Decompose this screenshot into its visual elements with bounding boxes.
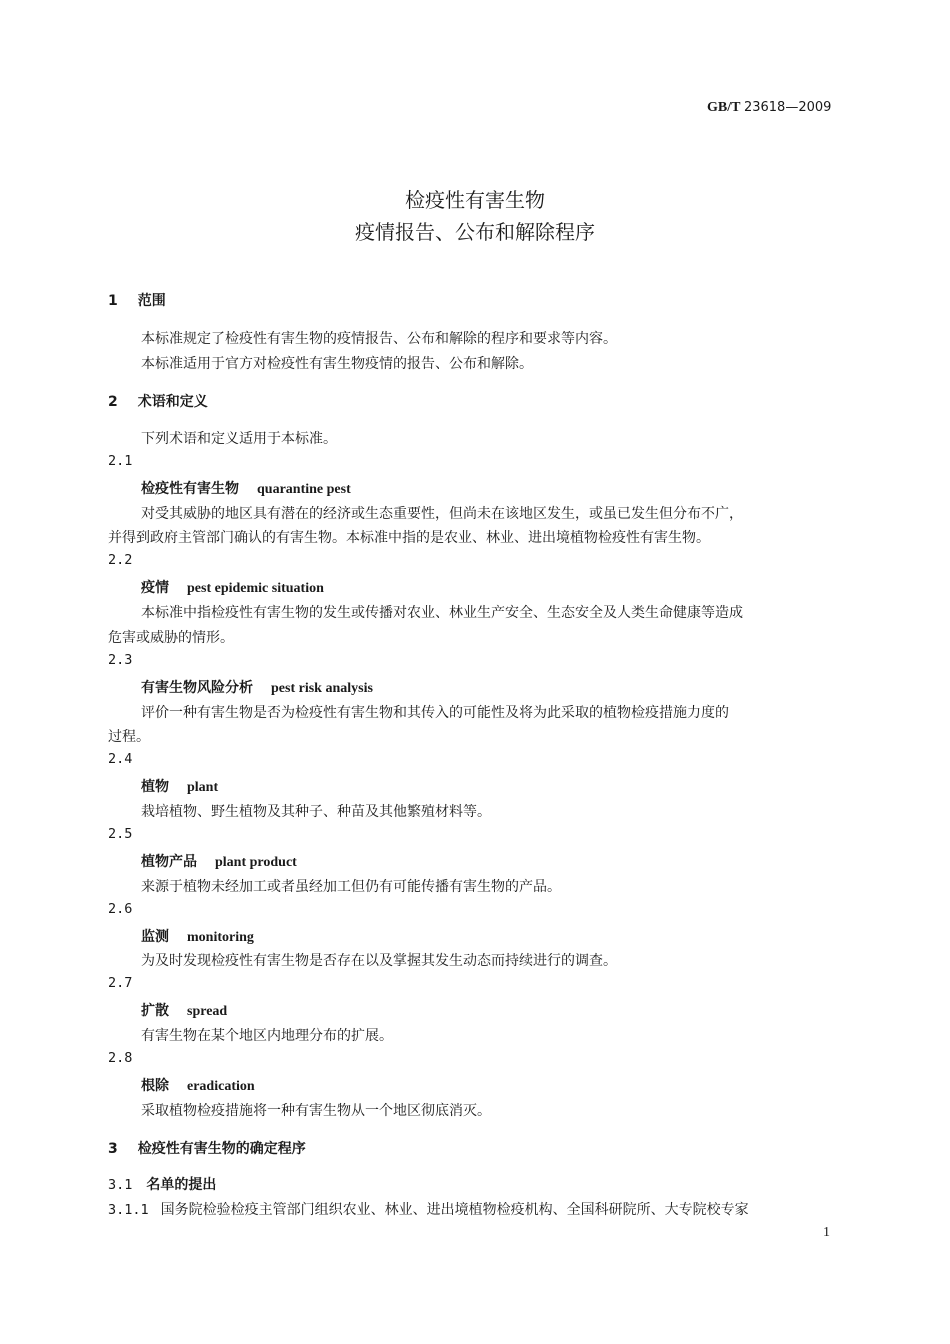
term-en: quarantine pest bbox=[257, 482, 351, 497]
term-definition: 栽培植物、野生植物及其种子、种苗及其他繁殖材料等。 bbox=[141, 804, 491, 820]
term-heading bbox=[141, 577, 324, 597]
subsection-heading bbox=[108, 1174, 216, 1194]
section-number: 2 bbox=[108, 394, 118, 410]
term-definition: 并得到政府主管部门确认的有害生物。本标准中指的是农业、林业、进出境植物检疫性有害生物。 bbox=[108, 530, 710, 546]
section-title: 术语和定义 bbox=[137, 394, 208, 410]
term-definition: 有害生物在某个地区内地理分布的扩展。 bbox=[141, 1028, 393, 1044]
paragraph: 本标准规定了检疫性有害生物的疫情报告、公布和解除的程序和要求等内容。 bbox=[141, 331, 617, 347]
term-en: pest epidemic situation bbox=[187, 581, 324, 596]
term-en: plant product bbox=[215, 855, 297, 870]
term-definition: 过程。 bbox=[108, 729, 150, 745]
term-en: pest risk analysis bbox=[271, 681, 373, 696]
subsection-title: 名单的提出 bbox=[146, 1177, 217, 1193]
clause-text: 国务院检验检疫主管部门组织农业、林业、进出境植物检疫机构、全国科研院所、大专院校专家 bbox=[160, 1202, 749, 1218]
term-heading bbox=[141, 677, 373, 697]
term-definition: 危害或威胁的情形。 bbox=[108, 630, 234, 646]
term-definition: 评价一种有害生物是否为检疫性有害生物和其传入的可能性及将为此采取的植物检疫措施力度的 bbox=[141, 705, 729, 721]
term-zh: 植物 bbox=[141, 779, 169, 795]
term-heading bbox=[141, 851, 297, 871]
standard-code-prefix: GB/T bbox=[707, 100, 741, 115]
page-number: 1 bbox=[823, 1225, 830, 1240]
section-title: 检疫性有害生物的确定程序 bbox=[137, 1141, 306, 1157]
standard-code bbox=[707, 100, 831, 116]
section-2-heading bbox=[108, 391, 208, 411]
term-number: 2.6 bbox=[108, 901, 133, 917]
term-heading bbox=[141, 1075, 255, 1095]
term-number: 2.5 bbox=[108, 826, 133, 842]
paragraph: 下列术语和定义适用于本标准。 bbox=[141, 431, 337, 447]
document-title-line2: 疫情报告、公布和解除程序 bbox=[355, 220, 595, 244]
term-number: 2.2 bbox=[108, 552, 133, 568]
section-3-heading bbox=[108, 1138, 306, 1158]
clause bbox=[108, 1199, 749, 1219]
term-number: 2.4 bbox=[108, 751, 133, 767]
term-number: 2.8 bbox=[108, 1050, 133, 1066]
term-en: spread bbox=[187, 1004, 228, 1019]
term-definition: 本标准中指检疫性有害生物的发生或传播对农业、林业生产安全、生态安全及人类生命健康等造成 bbox=[141, 605, 743, 621]
term-number: 2.3 bbox=[108, 652, 133, 668]
term-zh: 有害生物风险分析 bbox=[141, 680, 253, 696]
term-definition: 对受其威胁的地区具有潜在的经济或生态重要性，但尚未在该地区发生，或虽已发生但分布不广， bbox=[141, 506, 743, 522]
term-heading bbox=[141, 1000, 227, 1020]
term-en: plant bbox=[187, 780, 219, 795]
section-number: 3 bbox=[108, 1141, 118, 1157]
standard-code-number: 23618—2009 bbox=[743, 100, 832, 115]
term-definition: 为及时发现检疫性有害生物是否存在以及掌握其发生动态而持续进行的调查。 bbox=[141, 953, 617, 969]
term-number: 2.7 bbox=[108, 975, 133, 991]
term-heading bbox=[141, 926, 254, 946]
term-zh: 植物产品 bbox=[141, 854, 197, 870]
term-definition: 来源于植物未经加工或者虽经加工但仍有可能传播有害生物的产品。 bbox=[141, 879, 561, 895]
term-zh: 监测 bbox=[141, 929, 169, 945]
section-1-heading bbox=[108, 290, 166, 310]
term-zh: 根除 bbox=[141, 1078, 169, 1094]
section-title: 范围 bbox=[137, 293, 166, 309]
term-en: monitoring bbox=[187, 930, 254, 945]
term-zh: 扩散 bbox=[141, 1003, 169, 1019]
clause-number: 3.1.1 bbox=[108, 1202, 149, 1218]
term-zh: 疫情 bbox=[141, 580, 169, 596]
term-number: 2.1 bbox=[108, 453, 133, 469]
paragraph: 本标准适用于官方对检疫性有害生物疫情的报告、公布和解除。 bbox=[141, 356, 533, 372]
section-number: 1 bbox=[108, 293, 118, 309]
document-title-line1: 检疫性有害生物 bbox=[405, 188, 545, 212]
term-heading bbox=[141, 478, 351, 498]
term-zh: 检疫性有害生物 bbox=[141, 481, 239, 497]
term-en: eradication bbox=[187, 1079, 255, 1094]
subsection-number: 3.1 bbox=[108, 1177, 133, 1193]
term-definition: 采取植物检疫措施将一种有害生物从一个地区彻底消灭。 bbox=[141, 1103, 491, 1119]
term-heading bbox=[141, 776, 218, 796]
